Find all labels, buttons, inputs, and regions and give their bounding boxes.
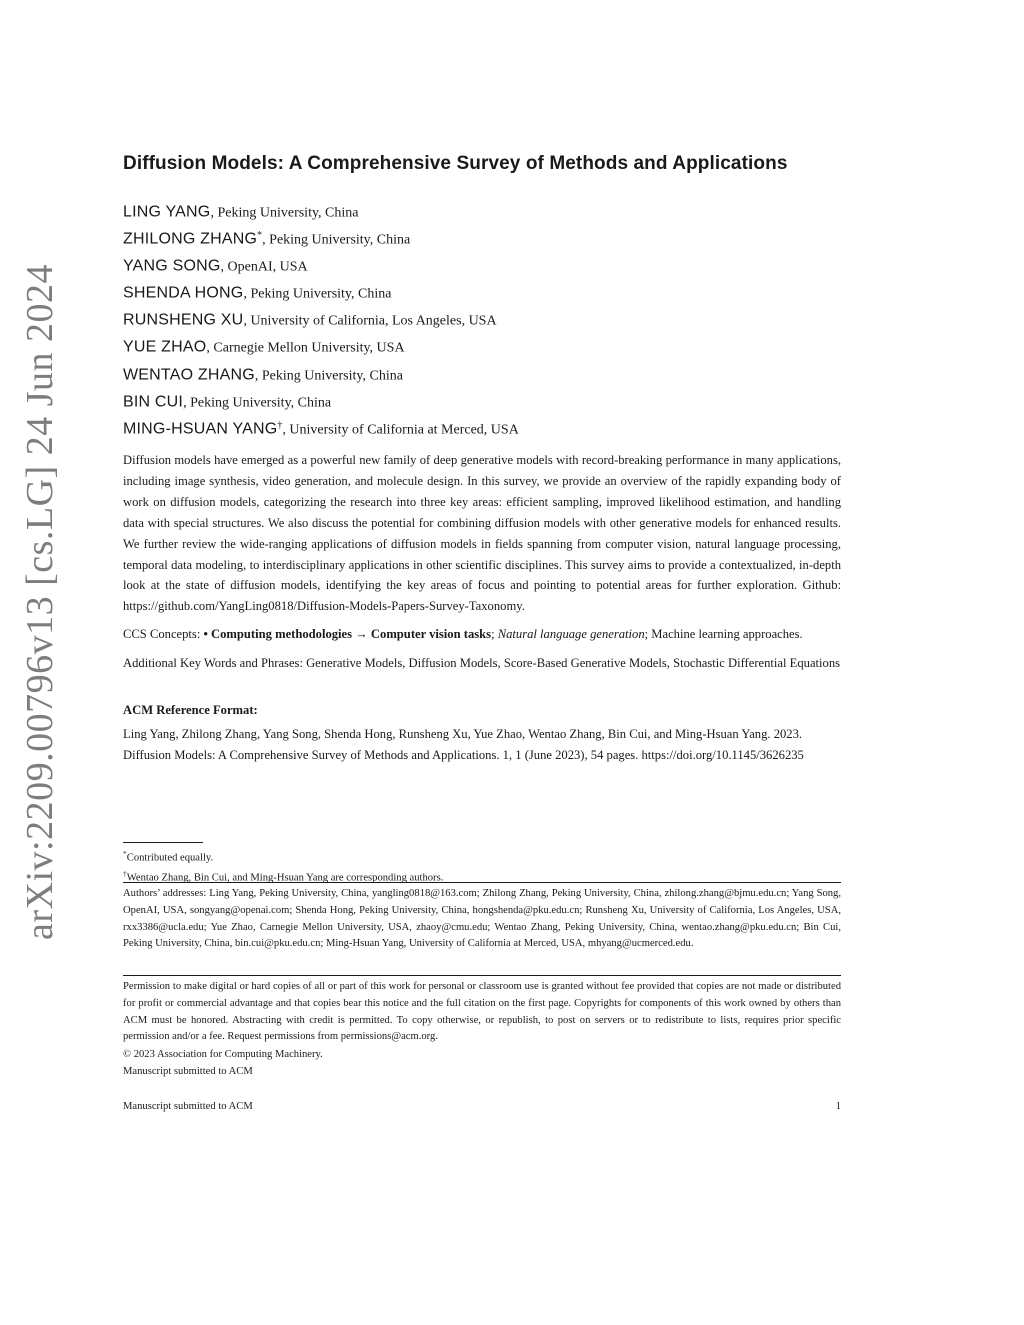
keywords: Additional Key Words and Phrases: Generative Models, Diffusion Models, Score-Based Generative Models, Stochastic Differential Equations — [123, 656, 841, 670]
ccs-secondary-concept: Natural language generation — [497, 627, 645, 641]
author-affiliation: , Peking University, China — [210, 205, 359, 221]
author-affiliation: , University of California at Merced, USA — [282, 422, 519, 438]
author-name: LING YANG — [123, 203, 211, 221]
footnote-text: Wentao Zhang, Bin Cui, and Ming-Hsuan Yang are corresponding authors. — [126, 872, 444, 884]
abstract: Diffusion models have emerged as a powerful new family of deep generative models with record-breaking performance in many applications, including image synthesis, video generation, and molecule design. In this survey, we provide an overview of the rapidly expanding body of work on diffusion models, categorizing the research into three key areas: efficient sampling, improved likelihood estimation, and handling data with special structures. We also discuss the potential for combining diffusion models with other generative models for enhanced results. We further review the wide-ranging applications of diffusion models in fields spanning from computer vision, natural language processing, temporal data modeling, to interdisciplinary applications in other scientific disciplines. This survey aims to provide a contextualized, in-depth look at the state of diffusion models, identifying the key areas of focus and pointing to potential areas for further exploration. Github: https://github.com/YangLing0818/Diffusion-Models-Papers-Survey-Taxonomy. — [123, 453, 841, 614]
arxiv-identifier-stamp: arXiv:2209.00796v13 [cs.LG] 24 Jun 2024 — [19, 264, 61, 940]
author-name: SHENDA HONG — [123, 284, 244, 302]
author-entry — [123, 251, 841, 278]
author-entry — [123, 224, 841, 251]
paper-title: Diffusion Models: A Comprehensive Survey of Methods and Applications — [123, 153, 788, 174]
page-number: 1 — [835, 1101, 841, 1112]
author-affiliation: , Peking University, China — [183, 395, 332, 411]
author-entry — [123, 278, 841, 305]
addresses-divider — [123, 882, 841, 883]
author-affiliation: , Carnegie Mellon University, USA — [206, 341, 405, 357]
author-entry — [123, 360, 841, 387]
author-name: BIN CUI — [123, 393, 184, 411]
author-name: RUNSHENG XU — [123, 312, 244, 330]
footnote-text: Contributed equally. — [126, 852, 214, 864]
author-affiliation: , University of California, Los Angeles, USA — [243, 314, 497, 330]
author-name: YUE ZHAO — [123, 339, 207, 357]
author-affiliation: , Peking University, China — [254, 368, 403, 384]
footnote-mark: † — [123, 868, 127, 878]
acm-reference-body: Ling Yang, Zhilong Zhang, Yang Song, Shenda Hong, Runsheng Xu, Yue Zhao, Wentao Zhang, Bin Cui, and Ming-Hsuan Yang. 2023. Diffusion Models: A Comprehensive Survey of Methods and Applications. 1, 1 (June 2023), 54 pages. https://doi.org/10.1145/3626235 — [123, 727, 804, 762]
author-entry — [123, 332, 841, 359]
ccs-concepts — [123, 624, 841, 645]
author-name: MING-HSUAN YANG — [123, 420, 278, 438]
author-affiliation: , Peking University, China — [243, 286, 392, 302]
ccs-separator: ; — [491, 627, 498, 641]
acm-reference-heading: ACM Reference Format: — [123, 703, 258, 717]
copyright-notice: © 2023 Association for Computing Machinery. — [123, 1049, 323, 1060]
author-entry — [123, 197, 841, 224]
submission-note: Manuscript submitted to ACM — [123, 1066, 253, 1077]
author-name: ZHILONG ZHANG — [123, 230, 258, 248]
running-footer — [123, 1101, 841, 1112]
ccs-primary-concept: • Computing methodologies → Computer vision tasks — [203, 627, 492, 641]
permission-divider — [123, 975, 841, 976]
footnote — [123, 846, 841, 866]
author-name: YANG SONG — [123, 257, 221, 275]
author-entry — [123, 414, 841, 441]
author-name: WENTAO ZHANG — [123, 366, 255, 384]
permission-notice: Permission to make digital or hard copies of all or part of this work for personal or classroom use is granted without fee provided that copies are not made or distributed for profit or commercial advantage and that copies bear this notice and the full citation on the first page. Copyrights for components of this work owned by others than ACM must be honored. Abstracting with credit is permitted. To copy otherwise, or republish, to post on servers or to redistribute to lists, requires prior specific permission and/or a fee. Request permissions from permissions@acm.org. — [123, 981, 841, 1043]
ccs-other-concepts: ; Machine learning approaches. — [644, 627, 803, 641]
author-affiliation: , OpenAI, USA — [220, 259, 308, 275]
author-mark: * — [257, 230, 263, 242]
ccs-label: CCS Concepts: — [123, 627, 204, 641]
author-mark: † — [277, 419, 283, 431]
author-entry — [123, 305, 841, 332]
author-addresses: Authors’ addresses: Ling Yang, Peking University, China, yangling0818@163.com; Zhilong Zhang, Peking University, China, zhilong.zhang@bjmu.edu.cn; Yang Song, OpenAI, USA, songyang@openai.com; Shenda Hong, Peking University, China, hongshenda@pku.edu.cn; Runsheng Xu, University of California, Los Angeles, USA, rxx3386@ucla.edu; Yue Zhao, Carnegie Mellon University, USA, zhaoy@cmu.edu; Wentao Zhang, Peking University, China, wentao.zhang@pku.edu.cn; Bin Cui, Peking University, China, bin.cui@pku.edu.cn; Ming-Hsuan Yang, University of California at Merced, USA, mhyang@ucmerced.edu. — [123, 888, 841, 950]
footnote-mark: * — [123, 849, 127, 858]
author-affiliation: , Peking University, China — [262, 232, 411, 248]
author-list — [123, 197, 841, 441]
footer-left-text: Manuscript submitted to ACM — [123, 1101, 253, 1112]
footnotes — [123, 846, 841, 885]
author-entry — [123, 387, 841, 414]
footnote-divider — [123, 842, 203, 843]
